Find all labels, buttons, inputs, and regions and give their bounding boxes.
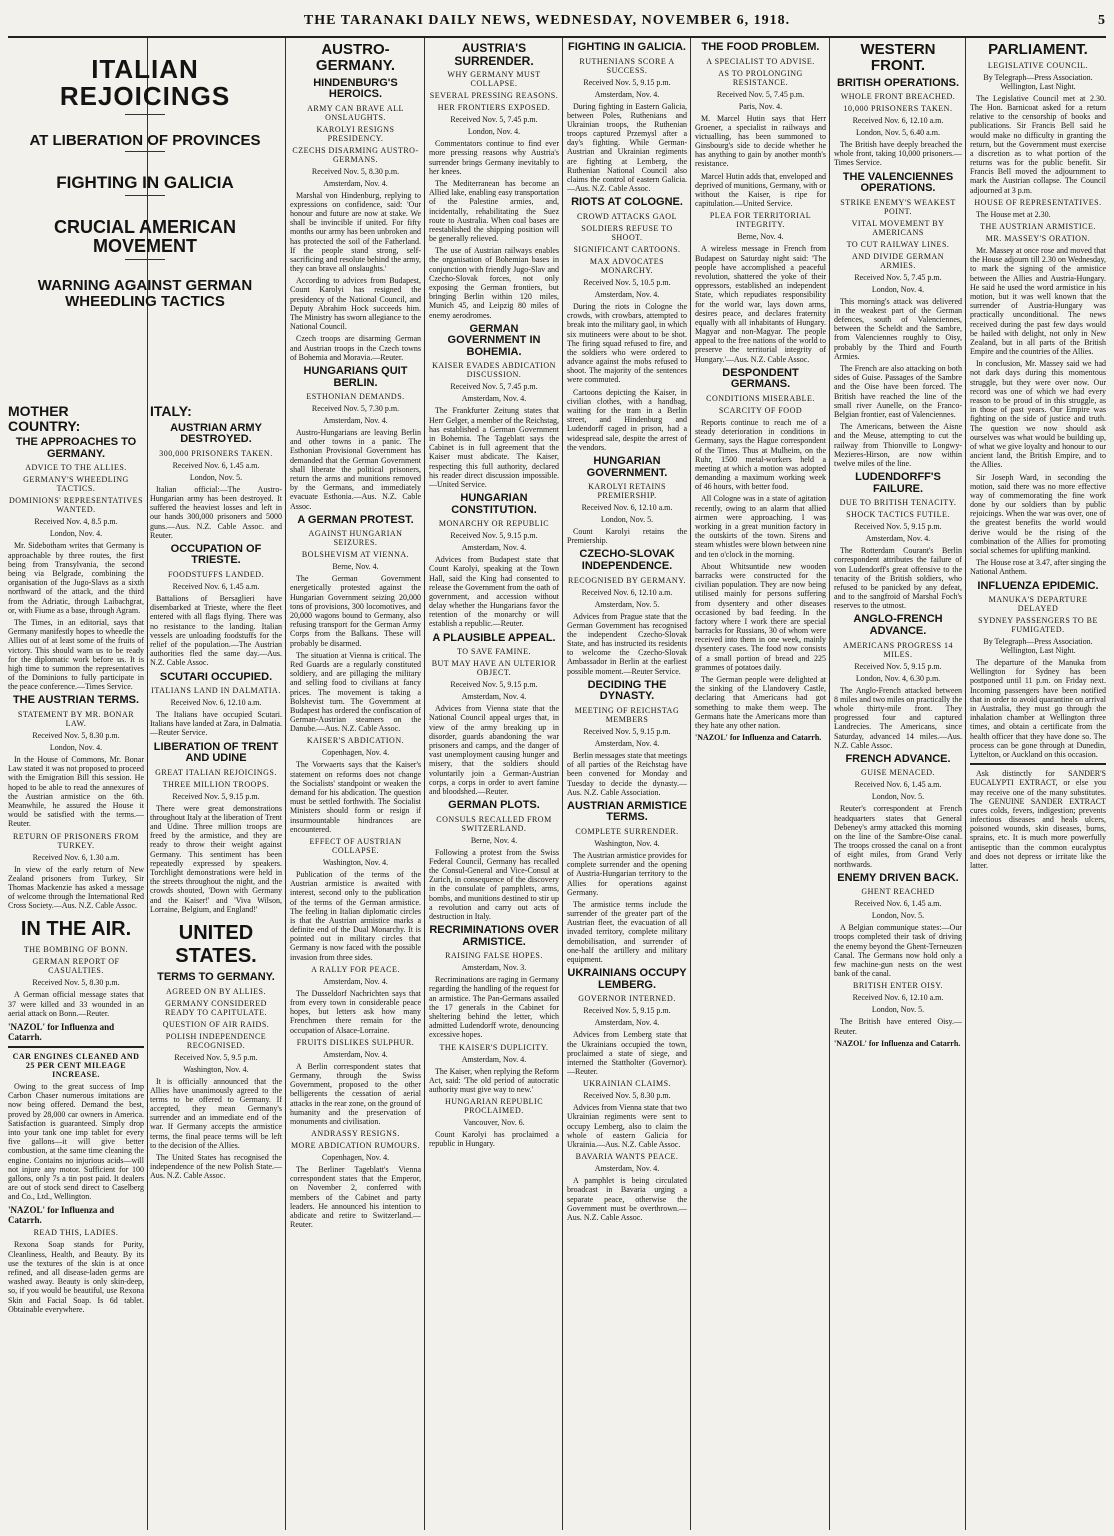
headline-liberation: AT LIBERATION OF PROVINCES (29, 131, 261, 149)
heading: CZECHO-SLOVAK INDEPENDENCE. (579, 548, 675, 572)
subhead: HER FRONTIERS EXPOSED. (437, 103, 551, 113)
column-7 (834, 38, 962, 1530)
parliament-heading: PARLIAMENT. (988, 41, 1088, 58)
paragraph: Advices from Lemberg state that the Ukrainians occupied the town, proclaimed a state of siege, and interned the Stattholter (Governor).—Reuter. (567, 1030, 687, 1077)
dateline: By Telegraph—Press Association. Wellington, Last Night. (983, 637, 1093, 656)
dateline: Received Nov. 5, 8.30 p.m. (32, 731, 120, 741)
dateline: Berne, Nov. 4. (332, 562, 379, 572)
dateline: London, Nov. 5. (871, 1005, 925, 1015)
dateline: Received Nov. 5, 8.30 p.m. (583, 1091, 671, 1101)
heading: SCUTARI OCCUPIED. (159, 670, 273, 683)
dateline: Received Nov. 5, 9.15 p.m. (450, 680, 538, 690)
paragraph: Berlin messages state that meetings of all parties of the Reichstag have been convened for Monday and Tuesday to decide the dynasty.—Aus. N.Z. Cable Association. (567, 750, 687, 797)
dateline: By Telegraph—Press Association. Wellington, Last Night. (983, 72, 1093, 91)
dateline: Received Nov. 6, 1.45 a.m. (854, 899, 942, 909)
subhead: MANUKA'S DEPARTURE DELAYED (988, 595, 1088, 614)
dateline: Amsterdam, Nov. 4. (594, 1018, 660, 1028)
dateline: Amsterdam, Nov. 4. (323, 976, 388, 986)
dateline: Amsterdam, Nov. 4. (461, 1054, 527, 1064)
subhead: AND DIVIDE GERMAN ARMIES. (851, 251, 945, 270)
advertisement: 'NAZOL' for Influenza and Catarrh. (695, 733, 822, 743)
dateline: Amsterdam, Nov. 4. (461, 692, 527, 702)
subhead: AUSTRIAN ARMY DESTROYED. (170, 421, 262, 446)
advertisement: 'NAZOL' for Influenza and Catarrh. (8, 1205, 115, 1226)
subhead: 300,000 PRISONERS TAKEN. (159, 448, 273, 458)
subhead: KAROLYI RESIGNS PRESIDENCY. (316, 124, 395, 143)
dateline: Amsterdam, Nov. 4. (865, 534, 931, 544)
paragraph: M. Marcel Hutin says that Herr Groener, a specialist in railways and victualling, has been summoned to Ginsbourg's side to decide whether he has anything to gain by another month's resistance. (695, 113, 826, 169)
dateline: London, Nov. 5. (189, 472, 243, 482)
advertisement-title: READ THIS, LADIES. (33, 1228, 119, 1238)
subhead: AGREED ON BY ALLIES. (166, 986, 266, 996)
paragraph: Following a protest from the Swiss Federal Council, Germany has recalled the Consul-General and Vice-Consul at Zurich, in consequence of the discovery in the consulate of pamphlets, arms, bombs, and munitions destined to stir up a revolution and carry out acts of destruction in Italy. (429, 847, 559, 921)
paragraph: It is officially announced that the Allies have unanimously agreed to the terms to be offered to Germany. If accepted, they mean Germany's surrender and an immediate end of the war. If Germany accepts the armistice terms, the final peace terms will be left to the decision of the Allies. (150, 1076, 282, 1150)
dateline: Received Nov. 6, 1.45 a.m. (172, 582, 260, 591)
dateline: Amsterdam, Nov. 4. (461, 394, 527, 404)
paragraph: Sir Joseph Ward, in seconding the motion, said there was no more effective way of commemorating the fine work done by our soldiers than by public rejoicings. When the war was over, one of the greatest benefits the world would derive would be the rising of the combination of the Allies for promoting social schemes for uplifting mankind. (970, 472, 1106, 555)
subhead: SCARCITY OF FOOD (718, 405, 803, 415)
dateline: Received Nov. 6, 12.10 a.m. (852, 116, 944, 126)
advertisement-body: Owing to the great success of Imp Carbon Chaser numerous imitations are now being offered. Demand the best, proved by 28,000 car owners in America. Satisfaction is guaranteed. Simply drop into your tank one imp tablet for every five gallons—it will give better combustion, at the same time cleaning the engine. Contains no injurious acids—will not injure any motor. Sufficient for 100 gallons, only 7s a tin post paid. It dealers are out of stock send direct to Caselberg and Co., Ltd., Wellington. (8, 1082, 144, 1202)
dateline: Amsterdam, Nov. 5. (594, 599, 660, 609)
subhead: EFFECT OF AUSTRIAN COLLAPSE. (309, 836, 402, 855)
paragraph: Recriminations are raging in Germany regarding the handling of the request for an armistice. The Pan-Germans assailed the 17 generals in the Cabinet for sheltering behind the letter, which admitted Ludendorff wrote, denouncing excessive hopes. (429, 975, 559, 1040)
dateline: Received Nov. 6, 12.10 a.m. (852, 993, 944, 1003)
fighting-galicia-heading: FIGHTING IN GALICIA. (568, 41, 686, 53)
in-the-air-heading: IN THE AIR. (20, 918, 132, 941)
dateline: Received Nov. 5, 9.15 p.m. (172, 791, 260, 801)
subhead: BUT MAY HAVE AN ULTERIOR OBJECT. (431, 659, 557, 678)
dateline: Received Nov. 5, 9.15 p.m. (450, 531, 538, 541)
advertisement-title: CAR ENGINES CLEANED AND 25 PER CENT MILEAGE INCREASE. (12, 1052, 140, 1080)
dateline: Received Nov. 5, 9.15 p.m. (583, 1006, 671, 1016)
subhead: FRUITS DISLIKES SULPHUR. (296, 1037, 415, 1047)
paragraph: Reuter's correspondent at French headquarters states that General Debeney's army attacked this morning on the line of the Sambre-Oise canal. The troops crossed the canal on a front of eight miles, from Grand Verly northwards. (834, 804, 962, 869)
heading: A PLAUSIBLE APPEAL. (432, 631, 556, 644)
dateline: Copenhagen, Nov. 4. (321, 748, 390, 758)
paragraph: Advices from Prague state that the German Government has recognised the independent Czecho-Slovak State, and has instructed its residents to welcome the Czecho-Slovak Ambassador in Berlin at the earliest possible moment.—Reuter Service. (567, 611, 687, 676)
dateline: London, Nov. 5, 6.40 a.m. (856, 128, 940, 138)
paragraph: There were great demonstrations throughout Italy at the liberation of Trent and Udine. Three million troops are freed by the armistice, and they are ready to throw their weight against Germany. This sentiment has been repeatedly expressed by speakers. Torchlight demonstrations were held in the streets throughout the night, and the crowds shouted, 'Down with Germany and the Kaiser!' and 'Viva Wilson, Lorraine, Belgium, and England!' (150, 803, 282, 914)
dateline: Amsterdam, Nov. 4. (594, 1164, 660, 1174)
paragraph: In view of the early return of New Zealand prisoners from Turkey, Sir Thomas Mackenzie has asked a message of welcome through the International Red Cross Society.—Aus. N.Z. Cable Assoc. (8, 864, 144, 911)
dateline: London, Nov. 4. (49, 743, 103, 753)
paragraph: All Cologne was in a state of agitation recently, owing to an alarm that allied airmen were approaching. I was working in a great munition factory in the outskirts of the town. Sirens and steam whistles were blown between nine and ten o'clock in the morning. (695, 494, 826, 559)
masthead (8, 6, 1106, 38)
subhead: SHOCK TACTICS FUTILE. (846, 510, 950, 520)
masthead-title: THE TARANAKI DAILY NEWS, WEDNESDAY, NOVEMBER 6, 1918. (303, 13, 791, 28)
column-6 (695, 38, 826, 1530)
subhead: RAISING FALSE HOPES. (445, 951, 543, 961)
dateline: Washington, Nov. 4. (594, 838, 660, 848)
subhead: TO SAVE FAMINE. (457, 647, 531, 657)
dateline: Amsterdam, Nov. 4. (323, 1049, 388, 1059)
subhead: BOLSHEVISM AT VIENNA. (301, 550, 410, 560)
dateline: Amsterdam, Nov. 4. (323, 416, 388, 426)
dateline: Copenhagen, Nov. 4. (321, 1153, 390, 1163)
heading: THE AUSTRIAN TERMS. (12, 694, 140, 707)
paragraph: During the riots in Cologne the crowds, with crowbars, attempted to break into the military gaol, in which six mutineers were about to be shot. The firing squad refused to fire, and the soldiers who were ordered to advance against the mobs refused to shoot. The majority of the sentences were commuted. (567, 301, 687, 385)
paragraph: The British have deeply breached the whole front, taking 10,000 prisoners.—Times Service. (834, 140, 962, 168)
subhead: MR. MASSEY'S ORATION. (985, 234, 1091, 243)
heading: RECRIMINATIONS OVER ARMISTICE. (429, 924, 559, 948)
column-1 (8, 400, 144, 1530)
dateline: Received Nov. 6, 1.45 a.m. (854, 780, 942, 790)
dateline: Amsterdam, Nov. 4. (323, 178, 388, 188)
heading: GERMAN GOVERNMENT IN BOHEMIA. (447, 322, 541, 358)
advertisement: Ask distinctly for SANDER'S EUCALYPTI EXTRACT, or else you may receive one of the many substitutes. The GENUINE SANDER EXTRACT cures colds, fevers, indigestion; prevents infectious diseases and heals ulcers, poisoned wounds, skin diseases, burns, sprains, etc. It is much more powerfully antiseptic than the common eucalyptus and does not depress or irritate like the latter. (970, 769, 1106, 871)
column-8 (970, 38, 1106, 1530)
front-headline-block (8, 38, 282, 358)
page-number: 5 (1098, 13, 1106, 28)
paragraph: The departure of the Manuka from Wellington for Sydney has been postponed until 11 p.m. on Friday next. Incoming passengers have been notified that in order to avoid quarantine on arrival in Australia, they must go through the inhalation chamber at Wellington three times, and obtain a certificate from the health officer that they have done so. The process can be gone through at Dunedin, Lyttelton, or Auckland on this occasion. (970, 658, 1106, 759)
paragraph: Advices from Vienna state that two Ukrainian regiments were sent to occupy Lemberg, also to claim the whole of eastern Galicia for Ukrainia.—Aus. N.Z. Cable Assoc. (567, 1103, 687, 1149)
dateline: Received Nov. 6, 1.45 a.m. (172, 460, 260, 470)
subhead: A RALLY FOR PEACE. (311, 964, 400, 974)
subhead: BRITISH ENTER OISY. (852, 981, 944, 991)
headline-galicia: FIGHTING IN GALICIA (56, 173, 234, 193)
subhead: UKRAINIAN CLAIMS. (582, 1079, 672, 1089)
paragraph: According to advices from Budapest, Count Karolyi has resigned the presidency of the National Council, and Deputy Abrahim Hock succeeds him. The Ministry has sworn allegiance to the National Council. (290, 276, 421, 332)
headline-italian-rejoicings: ITALIAN REJOICINGS (59, 54, 231, 112)
paragraph: The German Government energetically protested against the Hungarian Government seizing 20,000 tons of provisions, 300 locomotives, and 20,000 wagons bound to Germany, also refusing transport for the German Army Corps from the Balkans. These will probably be disarmed. (290, 574, 421, 648)
dateline: Received Nov. 6, 12.10 a.m. (581, 503, 673, 513)
subhead: TO CUT RAILWAY LINES. (846, 239, 950, 249)
subhead: KAISER'S ABDICATION. (306, 736, 405, 746)
paragraph: Commentators continue to find ever more pressing reasons why Austria's surrender brings Germany inevitably to her knees. (429, 139, 559, 176)
dateline: Amsterdam, Nov. 3. (461, 963, 527, 973)
paragraph: The Vorwaerts says that the Kaiser's statement on reforms does not change the Socialists' standpoint or weaken the demand for his abdication. The question must be settled forthwith. The Socialist Ministers should form or resign if insurmountable hindrances are encountered. (290, 760, 421, 834)
subhead: THE KAISER'S DUPLICITY. (439, 1042, 549, 1052)
subhead: HOUSE OF REPRESENTATIVES. (974, 197, 1102, 207)
subhead: COMPLETE SURRENDER. (575, 826, 679, 836)
subhead: WHOLE FRONT BREACHED. (840, 92, 956, 102)
subhead: SIGNIFICANT CARTOONS. (573, 244, 681, 254)
paragraph: Marshal von Hindenburg, replying to expressions on confidence, said: 'Our honour and future are now at stake. We shall be invincible if united. For fifty months our army has been unbroken and has protected the soil of the Fatherland. If the people stand strong, self-sacrificing and resolute behind the army, they can brave all onslaughts.' (290, 190, 421, 274)
heading: RIOTS AT COLOGNE. (571, 196, 683, 209)
paragraph: Austro-Hungarians are leaving Berlin and other towns in a panic. The Esthonian Provisional Government has demanded that the German Government shall liberate the political prisoners, return the arms and munitions removed by the Germans, and immediately evacuate Esthonia.—Aus. N.Z. Cable Assoc. (290, 428, 421, 511)
column-4 (429, 38, 559, 1530)
paragraph: A pamphlet is being circulated broadcast in Bavaria urging a separate peace, otherwise the Government must be overthrown.—Aus. N.Z. Cable Assoc. (567, 1176, 687, 1222)
subhead: ADVICE TO THE ALLIES. (25, 463, 127, 473)
column-3 (290, 38, 421, 1530)
heading: OCCUPATION OF TRIESTE. (170, 542, 262, 567)
subhead: ESTHONIAN DEMANDS. (306, 392, 405, 402)
paragraph: Mr. Massey at once rose and moved that the House adjourn till 2.30 on Wednesday, to mark the signing of the armistice between the Allies and Austria-Hungary. He said he used the word armistice in his motion, but it was well known that the surrender of Austria-Hungary was practically unconditional. The news received during the past few days would be hailed with delight, not only in New Zealand, but in all parts of the British Empire and the countries of the Allies. (970, 246, 1106, 357)
dateline: London, Nov. 5. (600, 515, 654, 525)
subhead: MEETING OF REICHSTAG MEMBERS (574, 705, 680, 724)
paragraph: During fighting in Eastern Galicia, between Poles, Ruthenians and Ukrainian troops, the Ruthenian troops captured Przemysl after a day's fighting. While German-Austrian and Ukrainian regiments are fighting at Lemberg, the Ruthenian National Council also claims the control of eastern Galicia.—Aus. N.Z. Cable Assoc. (567, 101, 687, 194)
dateline: Received Nov. 5, 8.30 p.m. (32, 978, 120, 988)
paragraph: Italian official:—The Austro-Hungarian army has been destroyed. It suffered the heaviest losses and left in our hands 300,000 prisoners and 5000 guns.—Aus. N.Z. Cable Assoc. and Reuter. (150, 484, 282, 540)
subhead: RECOGNISED BY GERMANY. (568, 575, 686, 585)
dateline: Received Nov. 6, 12.10 a.m. (170, 698, 262, 708)
dateline: Received Nov. 5, 10.5 p.m. (583, 277, 671, 287)
paragraph: A Berlin correspondent states that Germany, through the Swiss Government, proposed to the other belligerents the cessation of aerial attacks in the rear zone, on the ground of humanity and the preservation of monuments and civilisation. (290, 1061, 421, 1126)
subhead: BRITISH OPERATIONS. (836, 76, 960, 89)
heading: AUSTRIAN ARMISTICE TERMS. (567, 799, 687, 824)
subhead: GERMANY'S WHEEDLING TACTICS. (23, 475, 129, 494)
subhead: ARMY CAN BRAVE ALL ONSLAUGHTS. (307, 103, 404, 122)
paragraph: Advices from Vienna state that the National Council appeal urges that, in view of the army breaking up in disorder, guards abandoning the war prisoners and camps, and the danger of vast unemployment causing hunger and misery, that the soldiers should voluntarily join a German-Austrian corps, a corps in order to avert famine and bloodshed.—Reuter. (429, 704, 559, 796)
dateline: London, Nov. 4. (467, 127, 521, 137)
heading: LIBERATION OF TRENT AND UDINE (153, 740, 279, 765)
heading: UKRAINIANS OCCUPY LEMBERG. (567, 967, 687, 991)
subhead: VITAL MOVEMENT BY AMERICANS (851, 218, 945, 237)
dateline: Received Nov. 5, 9.15 p.m. (583, 726, 671, 736)
dateline: Received Nov. 5, 8.30 p.m. (311, 166, 400, 176)
heading: LUDENDORFF'S FAILURE. (855, 471, 941, 495)
austria-surrender-heading: AUSTRIA'S SURRENDER. (454, 41, 534, 68)
subhead: GERMAN REPORT OF CASUALTIES. (32, 957, 120, 976)
paragraph: Reports continue to reach me of a steady deterioration in conditions in Germany, says the Hague correspondent of the Times. Thus at Mulheim, on the Ruhr, 1500 metal-workers held a meeting at which a motion was adopted demanding a maximum working week of 46 hours, with better food. (695, 417, 826, 492)
paragraph: The Berliner Tageblatt's Vienna correspondent states that the Emperor, on November 2, conferred with members of the Cabinet and party leaders. He announced his intention to abdicate and retire to Switzerland.—Reuter. (290, 1165, 421, 1230)
paragraph: This morning's attack was delivered in the weakest part of the German defences, south of Valenciennes, between the Scheldt and the Sambre, from Valenciennes roughly to Oisy, probably by the Third and Fourth Armies. (834, 296, 962, 361)
paragraph: A wireless message in French from Budapest on Saturday night said: 'The people have accomplished a peaceful revolution, shattered the yoke of their oppressors, established an independent State, which repudiates responsibility for the world war, lays down arms, desires peace, and declares fraternity equally with all inhabitants of Hungary. Magyar and non-Magyar. The people appeal to the free nations of the world to preserve the territorial integrity of Hungary.'—Aus. N.Z. Cable Assoc. (695, 244, 826, 364)
advertisement: 'NAZOL' for Influenza and Catarrh. (8, 1022, 115, 1043)
dateline: Received Nov. 5, 7.45 p.m. (716, 89, 805, 99)
subhead: ANDRASSY RESIGNS. (311, 1129, 400, 1139)
dateline: Received Nov. 5, 7.45 p.m. (854, 272, 942, 282)
heading: DESPONDENT GERMANS. (722, 366, 799, 391)
paragraph: The Italians have occupied Scutari. Italians have landed at Zara, in Dalmatia.—Reuter Service. (150, 710, 282, 738)
paragraph: The Times, in an editorial, says that Germany manifestly hopes to wheedle the Allies out of at least some of the fruits of victory. This should warn us to be ready for the diplomatic work before us. It is high time to summon the representatives of the Dominions to fully participate in the peace conference.—Times Service. (8, 617, 144, 692)
dateline: Received Nov. 5, 9.15 p.m. (854, 522, 942, 532)
paragraph: In conclusion, Mr. Massey said we had not dark days during this momentous struggle, but they were over now. Our record was one of which we had every reason to be proud of in this struggle, as in those of past years. Our Empire was fighting on the side of justice and truth. The question we now should ask ourselves was what would be building up, of what we give loyalty and honour to our ancient land, the British Empire, and to the Allies. (970, 359, 1106, 470)
headline-wheedling: WARNING AGAINST GERMAN WHEEDLING TACTICS (37, 276, 253, 310)
column-2 (150, 400, 282, 1530)
paragraph: Battalions of Bersaglieri have disembarked at Trieste, where the fleet entered with all flags flying. There was no resistance to the landing. Italian vessels are unloading foodstuffs for the relief of the population.—The Austrian authorities fled the same day.—Aus. N.Z. Cable Assoc. (150, 594, 282, 668)
dateline: Amsterdam, Nov. 4. (594, 89, 660, 99)
dateline: Received Nov. 5, 7.30 p.m. (311, 404, 400, 414)
heading: ENEMY DRIVEN BACK. (837, 871, 959, 884)
heading: HUNGARIANS QUIT BERLIN. (303, 364, 408, 389)
subhead: MAX ADVOCATES MONARCHY. (589, 256, 665, 275)
subhead: WHY GERMANY MUST COLLAPSE. (447, 70, 541, 89)
subhead: THREE MILLION TROOPS. (162, 779, 270, 789)
dateline: Berne, Nov. 4. (737, 232, 784, 242)
paragraph: The House met at 2.30. (976, 209, 1051, 219)
subhead: RUTHENIANS SCORE A SUCCESS. (579, 56, 675, 75)
paragraph: A German official message states that 37 were killed and 33 wounded in an aerial attack on Bonn.—Reuter. (8, 990, 144, 1018)
subhead: DUE TO BRITISH TENACITY. (839, 498, 957, 508)
subhead: THE APPROACHES TO GERMANY. (15, 436, 137, 460)
subhead: PLEA FOR TERRITORIAL INTEGRITY. (709, 211, 812, 230)
subhead: SEVERAL PRESSING REASONS. (429, 91, 559, 101)
subhead: RETURN OF PRISONERS FROM TURKEY. (12, 831, 140, 850)
dateline: Received Nov. 5, 9.15 p.m. (583, 77, 671, 87)
heading: THE VALENCIENNES OPERATIONS. (842, 170, 954, 195)
paragraph: Marcel Hutin adds that, enveloped and deprived of munitions, Germany, with or without the Kaiser, is ripe for capitulation.—United Service. (695, 171, 826, 209)
paragraph: Advices from Budapest state that Count Karolyi, speaking at the Town Hall, said the King had consented to release the Government from the oath of government, and accession without delay whether the Hungarians favor the retention of the monarchy or will establish a republic.—Reuter. (429, 555, 559, 629)
mother-country-heading: MOTHER COUNTRY: (8, 403, 81, 434)
subhead: THE AUSTRIAN ARMISTICE. (980, 222, 1096, 231)
subhead: GHENT REACHED (861, 887, 935, 897)
subhead: MORE ABDICATION RUMOURS. (290, 1141, 421, 1151)
advertisement: 'NAZOL' for Influenza and Catarrh. (834, 1038, 961, 1048)
paragraph: The German people were delighted at the sinking of the Llandovery Castle, declaring that Americans had got something to make them weep. The Germans hate the Americans more than they hate any other nation. (695, 675, 826, 730)
subhead: POLISH INDEPENDENCE RECOGNISED. (165, 1031, 267, 1050)
subhead: CZECHS DISARMING AUSTRO-GERMANS. (292, 145, 419, 164)
dateline: Washington, Nov. 4. (183, 1064, 249, 1074)
heading: HUNGARIAN GOVERNMENT. (586, 454, 668, 479)
subhead: SOLDIERS REFUSE TO SHOOT. (581, 223, 673, 242)
subhead: KAROLYI RETAINS PREMIERSHIP. (588, 482, 666, 501)
subhead: FOODSTUFFS LANDED. (167, 570, 265, 579)
paragraph: About Whitsuntide new wooden barracks were constructed for the civilian population. They are now being utilised mainly for persons suffering from dysentery and other diseases occasioned by bad feeding. In the factory where I work there are special barracks for Russians, 30 of whom were received into them in one week, mainly dysentery cases. The food now consists of a small portion of bread and 225 grammes of potatoes daily. (695, 561, 826, 672)
paragraph: The use of Austrian railways enables the organisation of Bohemian bases in conjunction with friendly Jugo-Slav and Czecho-Slovak forces, not only exposing the German frontiers, but bringing Berlin within 120 miles, Munich 45, and Leipzig 80 miles of enemy aerodromes. (429, 246, 559, 320)
heading: INFLUENZA EPIDEMIC. (977, 579, 1099, 592)
headline-american-movement: CRUCIAL AMERICAN MOVEMENT (54, 217, 236, 257)
paragraph: The Mediterranean has become an Allied lake, enabling easy transportation of the Palestine armies, and, incidentally, rehabilitating the Suez route to Australia. When coal bases are reestablished the shipping position will be generally relieved. (429, 178, 559, 244)
subhead: AGAINST HUNGARIAN SEIZURES. (308, 529, 403, 548)
paragraph: The Frankfurter Zeitung states that Herr Gelger, a member of the Reichstag, has established a German Government in Bohemia. The Tageblatt says the Cabinet is in full agreement that the Kaiser must abdicate. The Kaiser, respecting this full authority, declared his reader direct discussion impossible.—United Service. (429, 406, 559, 489)
subhead: QUESTION OF AIR RAIDS. (162, 1019, 270, 1029)
paragraph: The Americans, between the Aisne and the Meuse, attempting to cut the railway from Thionville to Longwy-Mezieres-Hirson, are now within twelve miles of the line. (834, 422, 962, 468)
dateline: Received Nov. 5, 9.5 p.m. (174, 1052, 258, 1062)
dateline: London, Nov. 4. (871, 284, 925, 294)
paragraph: The Austrian armistice provides for complete surrender and the opening of Austria-Hungarian territory to the Allies for operations against Germany. (567, 850, 687, 897)
dateline: London, Nov. 4, 6.30 p.m. (855, 673, 941, 683)
subhead: GERMANY CONSIDERED READY TO CAPITULATE. (164, 998, 268, 1017)
subhead: GOVERNOR INTERNED. (578, 994, 676, 1004)
heading: ANGLO-FRENCH ADVANCE. (853, 613, 943, 638)
subhead: STATEMENT BY MR. BONAR LAW. (17, 710, 135, 729)
heading: A GERMAN PROTEST. (297, 513, 414, 526)
subhead: HINDENBURG'S HEROICS. (313, 76, 398, 101)
western-front-heading: WESTERN FRONT. (860, 41, 936, 74)
heading: GERMAN PLOTS. (448, 799, 540, 812)
paragraph: Czech troops are disarming German and Austrian troops in the Czech towns of Bohemia and Moravia.—Reuter. (290, 334, 421, 362)
dateline: Washington, Nov. 4. (322, 857, 389, 867)
paragraph: In the House of Commons, Mr. Bonar Law stated it was not proposed to proceed with the Emigration Bill this session. He hoped to be able to read the annexures of the Austrian armistice on the 6th. Meanwhile, he assured the House it would be satisfied with the terms.—Reuter. (8, 755, 144, 829)
subhead: CONDITIONS MISERABLE. (706, 393, 815, 403)
subhead: AMERICANS PROGRESS 14 MILES. (842, 640, 954, 659)
paragraph: The British have entered Oisy.—Reuter. (834, 1017, 962, 1036)
paragraph: The House rose at 3.47, after singing the National Anthem. (970, 558, 1106, 577)
subhead: STRIKE ENEMY'S WEAKEST POINT. (840, 197, 956, 216)
paragraph: The Anglo-French attacked between 8 miles and two miles on practically the whole thirty-mile front. They progressed four and captured Landrecies. The Americans, since Saturday, advanced 14 miles.—Aus. N.Z. Cable Assoc. (834, 685, 962, 750)
subhead: THE BOMBING OF BONN. (23, 945, 129, 955)
dateline: Received Nov. 5, 7.45 p.m. (450, 382, 538, 392)
subhead: DOMINIONS' REPRESENTATIVES WANTED. (8, 496, 144, 515)
dateline: Vancouver, Nov. 6. (463, 1118, 525, 1128)
paragraph: The Legislative Council met at 2.30. The Hon. Barnicoat asked for a return relative to the censorship of books and publications. Sir Francis Bell said he would make no difficulty in granting the return, but the Government must exercise a discretion as to what portion of the returns was for the public benefit. Sir Francis Bell moved the adjournment to mark the Austrian collapse. The Council adjourned at 3 p.m. (970, 93, 1106, 195)
subhead: SYDNEY PASSENGERS TO BE FUMIGATED. (978, 616, 1098, 635)
dateline: Received Nov. 6, 1.30 a.m. (32, 852, 120, 862)
paragraph: Cartoons depicting the Kaiser, in civilian clothes, with a handbag, waiting for the tram in a Berlin street, and Hindenburg and Ludendorff caged in prison, had a widespread sale, despite the arrest of the vendors. (567, 387, 687, 452)
dateline: Amsterdam, Nov. 4. (594, 289, 660, 299)
subhead: AS TO PROLONGING RESISTANCE. (718, 68, 803, 87)
heading: DECIDING THE DYNASTY. (587, 678, 667, 703)
paragraph: The United States has recognised the independence of the new Polish State.—Aus. N.Z. Cable Assoc. (150, 1153, 282, 1181)
dateline: Berne, Nov. 4. (470, 835, 518, 845)
dateline: Received Nov. 4, 8.5 p.m. (34, 517, 118, 527)
column-5 (567, 38, 687, 1530)
advertisement-body: Rexona Soap stands for Purity, Cleanliness, Health, and Beauty. By its use the textures of the skin is at once refined, and all disease-laden germs are washed away. Beauty is only skin-deep, so, if you would be beautiful, use Rexona Skin and Facial Soap. Is 6d tablet. Obtainable everywhere. (8, 1240, 144, 1314)
dateline: Amsterdam, Nov. 4. (594, 738, 660, 748)
paragraph: The Kaiser, when replying the Reform Act, said: 'The old period of autocratic authority must give way to new.' (429, 1066, 559, 1094)
heading: FRENCH ADVANCE. (845, 752, 951, 765)
paragraph: A Belgian communique states:—Our troops completed their task of driving the enemy beyond the Ghent-Terneuzen Canal. The Germans now hold only a few machine-gun nests on the west bank of the canal. (834, 923, 962, 979)
dateline: London, Nov. 5. (871, 792, 925, 802)
subhead: ITALIANS LAND IN DALMATIA. (151, 686, 281, 696)
paragraph: The Dusseldorf Nachrichten says that from every town in considerable peace hopes, but letters ask how many Frenchmen there remain for the occupation of Alsace-Lorraine. (290, 988, 421, 1035)
dateline: Received Nov. 6, 12.10 a.m. (581, 587, 673, 597)
dateline: London, Nov. 5. (871, 911, 925, 921)
subhead: 10,000 PRISONERS TAKEN. (843, 104, 953, 114)
paragraph: Count Karolyi retains the Premiership. (567, 527, 687, 546)
subhead: CROWD ATTACKS GAOL (577, 211, 677, 221)
italy-heading: ITALY: (150, 403, 192, 419)
subhead: A SPECIALIST TO ADVISE. (706, 56, 815, 66)
dateline: Received Nov. 5, 7.45 p.m. (450, 115, 538, 125)
food-problem-heading: THE FOOD PROBLEM. (701, 41, 820, 53)
dateline: Received Nov. 5, 9.15 p.m. (854, 661, 942, 671)
heading: TERMS TO GERMANY. (157, 970, 275, 983)
subhead: MONARCHY OR REPUBLIC (438, 519, 550, 529)
paragraph: The situation at Vienna is critical. The Red Guards are a regularly constituted soldiery, and are pillaging the military and selling food to civilians at fancy prices. The movement is taking a Bolshevist turn. The Government at Budapest has ordered the confiscation of German-Austrian steamers on the Danube.—Aus. N.Z. Cable Assoc. (290, 650, 421, 734)
dateline: Paris, Nov. 4. (738, 101, 783, 111)
subhead: KAISER EVADES ABDICATION DISCUSSION. (432, 361, 556, 380)
subhead: CONSULS RECALLED FROM SWITZERLAND. (436, 814, 552, 833)
dateline: Amsterdam, Nov. 4. (461, 543, 527, 553)
dateline: London, Nov. 4. (49, 529, 103, 539)
subhead: LEGISLATIVE COUNCIL. (987, 60, 1089, 70)
paragraph: Count Karolyi has proclaimed a republic in Hungary. (429, 1130, 559, 1149)
heading: HUNGARIAN CONSTITUTION. (451, 492, 537, 516)
united-states-heading: UNITED STATES. (175, 921, 257, 967)
subhead: GUISE MENACED. (860, 768, 936, 778)
paragraph: The armistice terms include the surrender of the greater part of the Austrian fleet, the evacuation of all invaded territory, complete military demobilisation, and surrender of one-half the artillery and military equipment. (567, 899, 687, 965)
paragraph: Publication of the terms of the Austrian armistice is awaited with interest, second only to the publication of the terms of the German armistice. The feeling in Italian diplomatic circles is that the Austrian armistice marks a definite end of the Dual Monarchy. It is pointed out in military circles that Germany is now faced with the possible invasion from three sides. (290, 869, 421, 962)
subhead: HUNGARIAN REPUBLIC PROCLAIMED. (444, 1097, 544, 1116)
subhead: BAVARIA WANTS PEACE. (575, 1152, 679, 1162)
paragraph: The Rotterdam Courant's Berlin correspondent attributes the failure of von Ludendorff's great offensive to the tenacity of the British soldiers, who refused to be panicked by any defeat, and to the sangfroid of Marshal Foch's reserves to the utmost. (834, 546, 962, 611)
paragraph: The French are also attacking on both sides of Guise. Passages of the Sambre and the Oise have been forced. The British have reached the line of the small river Aunelle, on the Franco-Belgian frontier, east of Valenciennes. (834, 364, 962, 419)
paragraph: Mr. Sidebotham writes that Germany is approachable by three routes, the first being from Transylvania, the second being via Belgrade, combining the organisation of the Jugo-Slavs as a sixth northward of the attack, and the third from the Adriatic, through Laibachgrat, or, with Fiume as a base, through Agram. (8, 541, 144, 615)
austro-germany-heading: AUSTRO-GERMANY. (315, 41, 396, 74)
subhead: GREAT ITALIAN REJOICINGS. (155, 767, 277, 777)
